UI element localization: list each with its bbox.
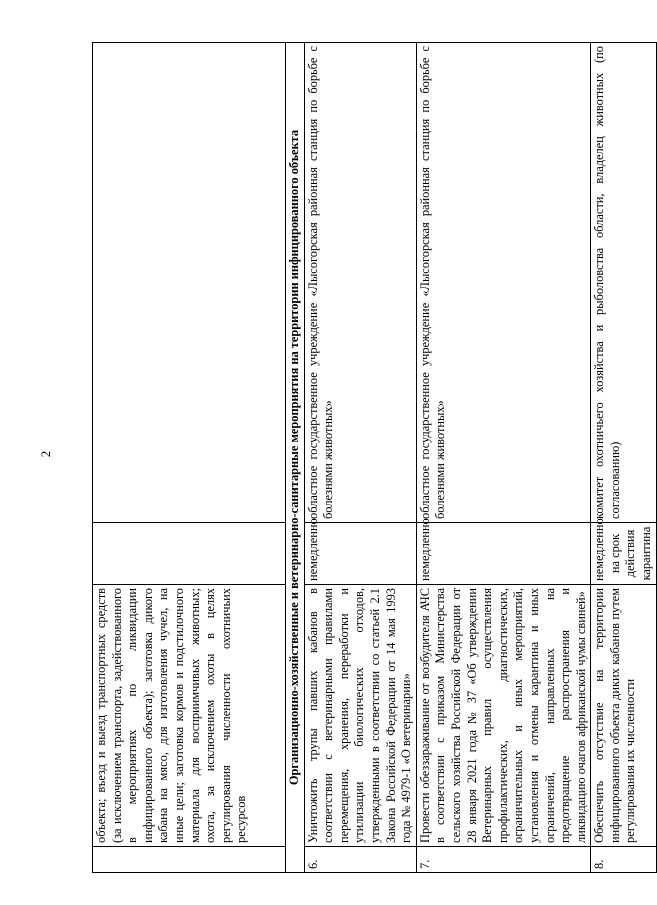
row-term: немедленно	[416, 523, 591, 585]
row-action: Провести обеззараживание от возбудителя АЧС в соответствии с приказом Министерства сельского хозяйства Российской Федерации от 28 января 2021 года № 37 «Об утверждении Ветеринарных правил осуществления профилактических, диагностических, ограничительных и иных мероприятий, установления и отмены карантина и иных ограничений, направленных на предотвращение распространения и ликвидацию очагов африканской чумы свиней»	[416, 585, 591, 847]
row-action: объекта; въезд и выезд транспортных средств (за исключением транспорта, задействованного в мероприятиях по ликвидации инфицированного объекта); заготовка дикого кабана на мясо, для изготовления чучел, на иные цели; заготовка кормов и подстилочного материала для восприимчивых животных; охота, за исключением охоты в целях регулирования численности охотничьих ресурсов	[93, 585, 286, 847]
table-row	[416, 43, 591, 873]
row-action: Обеспечить отсутствие на территории инфицированного объекта диких кабанов путем регулирования их численности	[591, 585, 656, 847]
section-header-row	[286, 43, 305, 873]
table-row	[93, 43, 286, 873]
row-responsible: комитет охотничьего хозяйства и рыболовства области, владелец животных (по согласованию)	[591, 43, 656, 523]
row-action: Уничтожить трупы павших кабанов в соответствии с ветеринарными правилами перемещения, хранения, переработки и утилизации биологических отходов, утвержденными в соответствии со статьей 2.1 Закона Российской Федерации от 14 мая 1993 года № 4979-1 «О ветеринарии»	[304, 585, 416, 847]
row-number: 8.	[591, 847, 656, 873]
section-title: Организационно-хозяйственные и ветеринарно-санитарные мероприятия на территории инфицированного объекта	[286, 43, 305, 873]
row-responsible: областное государственное учреждение «Лысогорская районная станция по борьбе с болезнями животных»	[304, 43, 416, 523]
row-term: немедленно на срок действия карантина	[591, 523, 656, 585]
row-number: 7.	[416, 847, 591, 873]
table-row	[304, 43, 416, 873]
row-term: немедленно	[304, 523, 416, 585]
table-row	[591, 43, 656, 873]
rotated-table-wrapper	[92, 43, 654, 873]
row-number	[93, 847, 286, 873]
row-responsible	[93, 43, 286, 523]
row-responsible: областное государственное учреждение «Лысогорская районная станция по борьбе с болезнями животных»	[416, 43, 591, 523]
measures-table	[92, 42, 657, 873]
row-number: 6.	[304, 847, 416, 873]
row-term	[93, 523, 286, 585]
page-number: 2	[38, 450, 53, 458]
